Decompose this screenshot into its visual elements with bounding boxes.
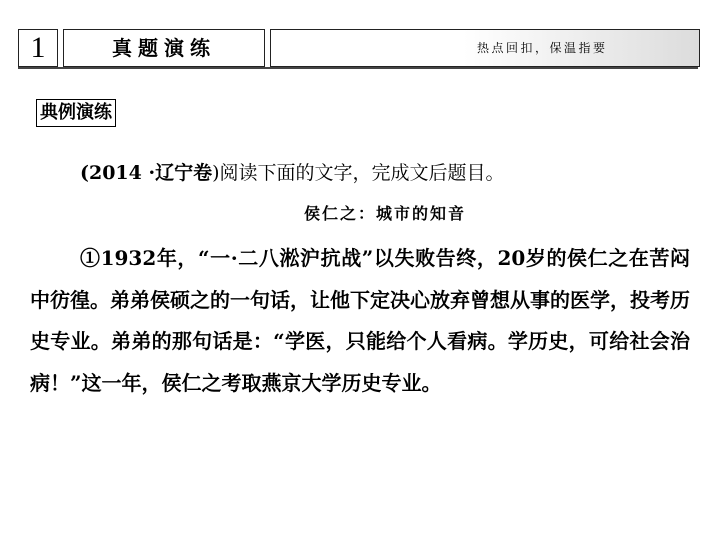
source-region: 辽宁卷 [155, 162, 213, 184]
source-year: (2014 · [80, 162, 156, 184]
header-banner [270, 29, 700, 67]
source-instruction: )阅读下面的文字，完成文后题目。 [212, 162, 505, 184]
header-divider [18, 67, 698, 69]
section-title: 真题演练 [112, 36, 216, 60]
example-practice-label: 典例演练 [36, 99, 116, 127]
header-subtitle: 热点回扣，保温指要 [477, 41, 608, 55]
source-line [80, 160, 505, 186]
article-title: 侯仁之：城市的知音 [303, 204, 466, 223]
section-number-box [18, 29, 58, 67]
article-paragraph: ①1932年，“一·二八淞沪抗战”以失败告终，20岁的侯仁之在苦闷中彷徨。弟弟侯硕之的一句话，让他下定决心放弃曾想从事的医学，投考历史专业。弟弟的那句话是：“学医，只能给个人看病。学历史，可给社会治病！”这一年，侯仁之考取燕京大学历史专业。 [30, 246, 690, 395]
section-title-box [63, 29, 265, 67]
section-number: 1 [30, 31, 46, 64]
